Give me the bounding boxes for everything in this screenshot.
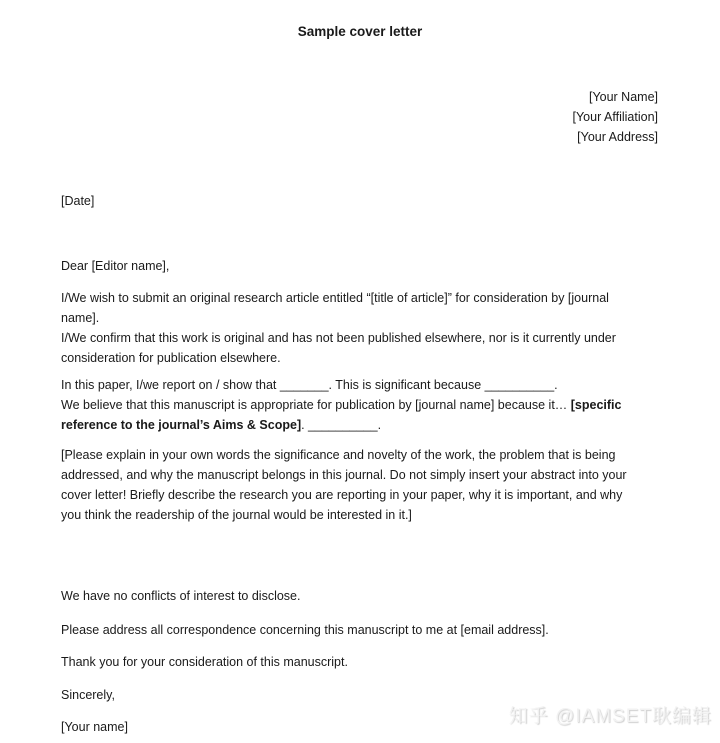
paragraph-submission-line: I/We wish to submit an original research article entitled “[title of article]” for consideration by [journal (61, 291, 609, 305)
paragraph-significance-line (61, 415, 621, 435)
paragraph-explain-line: [Please explain in your own words the significance and novelty of the work, the problem that is being (61, 448, 616, 462)
sender-affiliation: [Your Affiliation] (572, 110, 658, 124)
signature-placeholder: [Your name] (61, 720, 128, 734)
paragraph-submission-line: consideration for publication elsewhere. (61, 351, 281, 365)
significance-bold-text: [specific (570, 398, 622, 412)
paragraph-significance-line (61, 395, 621, 415)
paragraph-submission-line: name]. (61, 311, 100, 325)
document-title: Sample cover letter (297, 24, 423, 39)
significance-bold-text: reference to the journal’s Aims & Scope] (61, 418, 302, 432)
paragraph-explain-line: cover letter! Briefly describe the research you are reporting in your paper, why it is important, and why (61, 488, 623, 502)
paragraph-submission-line: I/We confirm that this work is original and has not been published elsewhere, nor is it currently under (61, 331, 616, 345)
paragraph-explain (61, 445, 627, 525)
thanks-statement: Thank you for your consideration of this manuscript. (61, 655, 348, 669)
conflicts-statement: We have no conflicts of interest to disclose. (61, 589, 301, 603)
significance-normal-text: We believe that this manuscript is appropriate for publication by [journal name] because it… (61, 398, 571, 412)
sender-block (573, 87, 658, 147)
closing: Sincerely, (61, 688, 115, 702)
paragraph-explain-line: you think the readership of the journal would be interested in it.] (61, 508, 412, 522)
salutation: Dear [Editor name], (61, 259, 170, 273)
sender-address: [Your Address] (577, 130, 658, 144)
paragraph-submission (61, 288, 616, 368)
paragraph-explain-line: addressed, and why the manuscript belongs in this journal. Do not simply insert your abstract into your (61, 468, 627, 482)
zhihu-watermark: 知乎 @IAMSET耿编辑 (508, 706, 712, 727)
significance-normal-text: . __________. (301, 418, 382, 432)
paragraph-significance-line: In this paper, I/we report on / show that _______. This is significant because __________. (61, 378, 558, 392)
paragraph-significance (61, 375, 621, 435)
sender-name: [Your Name] (588, 90, 658, 104)
date-placeholder: [Date] (61, 194, 95, 208)
correspondence-statement: Please address all correspondence concerning this manuscript to me at [email address]. (61, 623, 549, 637)
